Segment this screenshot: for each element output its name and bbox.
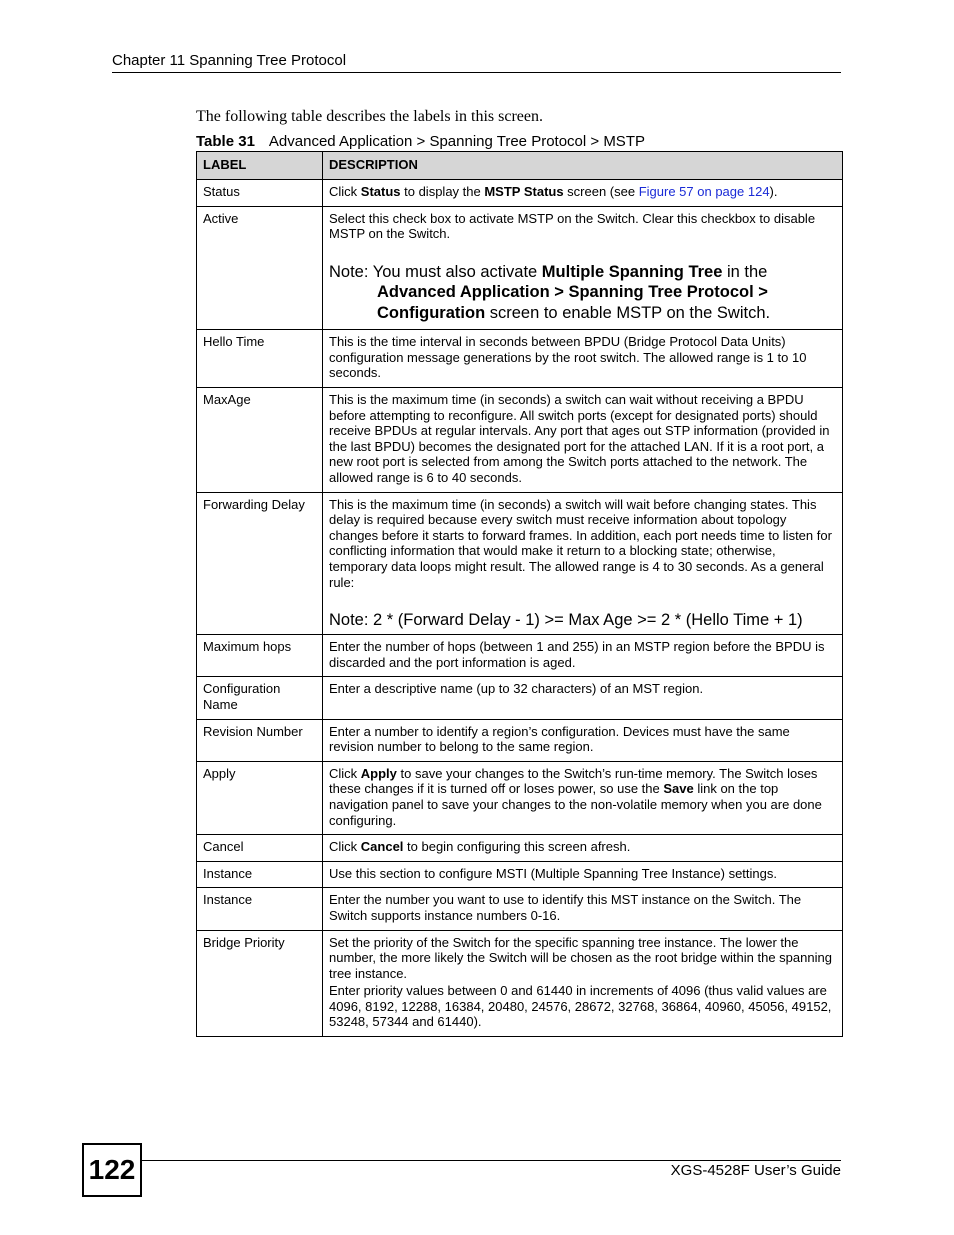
- table-row-active: [197, 206, 843, 330]
- table-row-cancel: [197, 835, 843, 862]
- row-label: Apply: [197, 761, 323, 834]
- table-row-apply: [197, 761, 843, 834]
- desc-text: screen (see: [563, 184, 639, 199]
- note-text: Note: You must also activate: [329, 262, 542, 281]
- desc-bold: Save: [663, 781, 694, 797]
- col-description-header: DESCRIPTION: [323, 152, 843, 180]
- row-description: Use this section to configure MSTI (Multiple Spanning Tree Instance) settings.: [323, 861, 843, 888]
- note: [329, 262, 836, 324]
- note-bold: Multiple Spanning Tree: [541, 262, 723, 281]
- desc-text: Click: [329, 765, 361, 781]
- table-row-forwarding-delay: [197, 492, 843, 635]
- chapter-header: Chapter 11 Spanning Tree Protocol: [112, 52, 347, 69]
- row-label: Cancel: [197, 835, 323, 862]
- header-rule: [112, 72, 841, 73]
- guide-title: XGS-4528F User’s Guide: [670, 1162, 841, 1179]
- table-header-row: [197, 152, 843, 180]
- desc-text: Enter priority values between 0 and 61440 in increments of 4096 (thus valid values are 4096, 8192, 12288, 16384, 20480, 24576, 28672, 32768, 36864, 40960, 45056, 49152, 53248, 57344 and 61440).: [329, 983, 832, 1030]
- row-label: Forwarding Delay: [197, 492, 323, 635]
- table-row-revision-number: [197, 719, 843, 761]
- desc-bold: Status: [360, 184, 401, 199]
- row-description: [323, 492, 843, 635]
- desc-text: Set the priority of the Switch for the specific spanning tree instance. The lower the number, the more likely the Switch will be chosen as the root bridge within the spanning tree instance.: [329, 934, 832, 981]
- row-label: Maximum hops: [197, 635, 323, 677]
- row-description: [323, 206, 843, 330]
- row-description: Enter the number of hops (between 1 and 255) in an MSTP region before the BPDU is discarded and the port information is aged.: [323, 635, 843, 677]
- note: Note: 2 * (Forward Delay - 1) >= Max Age >= 2 * (Hello Time + 1): [329, 611, 803, 630]
- row-description: Enter the number you want to use to identify this MST instance on the Switch. The Switch supports instance numbers 0-16.: [323, 888, 843, 930]
- row-label: Instance: [197, 861, 323, 888]
- desc-text: to begin configuring this screen afresh.: [403, 839, 631, 855]
- row-description: [323, 835, 843, 862]
- figure-57-link[interactable]: Figure 57 on page 124: [638, 184, 770, 199]
- note-bold: Advanced Application > Spanning Tree Protocol >: [377, 283, 768, 302]
- col-label-header: LABEL: [197, 152, 323, 180]
- desc-bold: MSTP Status: [484, 184, 564, 199]
- table-row-bridge-priority: [197, 930, 843, 1037]
- table-caption: [196, 133, 645, 150]
- row-description: This is the time interval in seconds between BPDU (Bridge Protocol Data Units) configuration message generations by the root switch. The allowed range is 1 to 10 seconds.: [323, 330, 843, 388]
- table-row-status: [197, 180, 843, 207]
- labels-table: [196, 151, 843, 1037]
- note-bold: Configuration: [377, 303, 486, 322]
- intro-text: The following table describes the labels in this screen.: [196, 108, 544, 125]
- table-row-maxage: [197, 388, 843, 493]
- table-row-instance-section: [197, 861, 843, 888]
- desc-text: Click: [329, 184, 361, 199]
- row-description: Enter a descriptive name (up to 32 characters) of an MST region.: [323, 677, 843, 719]
- row-label: Bridge Priority: [197, 930, 323, 1037]
- desc-text: Select this check box to activate MSTP on the Switch. Clear this checkbox to disable MSTP on the Switch.: [329, 210, 816, 242]
- note-text: screen to enable MSTP on the Switch.: [485, 303, 771, 322]
- row-label: Instance: [197, 888, 323, 930]
- row-description: [323, 761, 843, 834]
- desc-text: to display the: [400, 184, 485, 199]
- row-label: Hello Time: [197, 330, 323, 388]
- desc-text: ).: [769, 184, 778, 199]
- table-row-hello-time: [197, 330, 843, 388]
- row-description: [323, 180, 843, 207]
- note-text: in the: [722, 262, 768, 281]
- desc-bold: Apply: [360, 765, 397, 781]
- desc-text: This is the maximum time (in seconds) a switch will wait before changing states. This delay is required because every switch must receive information about topology changes before it starts to forward frames. In addition, each port needs time to listen for conflicting information that would make it return to a blocking state; otherwise, temporary data loops might result. The allowed range is 4 to 30 seconds. As a general rule:: [329, 496, 832, 590]
- page-number: 122: [82, 1143, 142, 1197]
- row-label: Configuration Name: [197, 677, 323, 719]
- desc-text: to save your changes to the Switch’s run-time memory. The Switch loses these changes if it is turned off or loses power, so use the: [329, 765, 818, 797]
- desc-text: Click: [329, 839, 361, 855]
- footer-rule: [140, 1160, 841, 1161]
- row-description: [323, 930, 843, 1037]
- desc-bold: Cancel: [360, 839, 404, 855]
- row-label: Active: [197, 206, 323, 330]
- table-row-maximum-hops: [197, 635, 843, 677]
- row-label: MaxAge: [197, 388, 323, 493]
- table-title: Advanced Application > Spanning Tree Protocol > MSTP: [268, 133, 645, 150]
- table-row-instance: [197, 888, 843, 930]
- table-row-configuration-name: [197, 677, 843, 719]
- row-label: Status: [197, 180, 323, 207]
- row-description: This is the maximum time (in seconds) a switch can wait without receiving a BPDU before attempting to reconfigure. All switch ports (except for designated ports) should receive BPDUs at regular intervals. Any port that ages out STP information (provided in the last BPDU) becomes the designated port for the attached LAN. If it is a root port, a new root port is selected from among the Switch ports attached to the network. The allowed range is 6 to 40 seconds.: [323, 388, 843, 493]
- row-label: Revision Number: [197, 719, 323, 761]
- table-number: Table 31: [196, 133, 255, 150]
- row-description: Enter a number to identify a region’s configuration. Devices must have the same revision number to belong to the same region.: [323, 719, 843, 761]
- desc-text: link on the top navigation panel to save your changes to the non-volatile memory when you are done configuring.: [329, 781, 822, 828]
